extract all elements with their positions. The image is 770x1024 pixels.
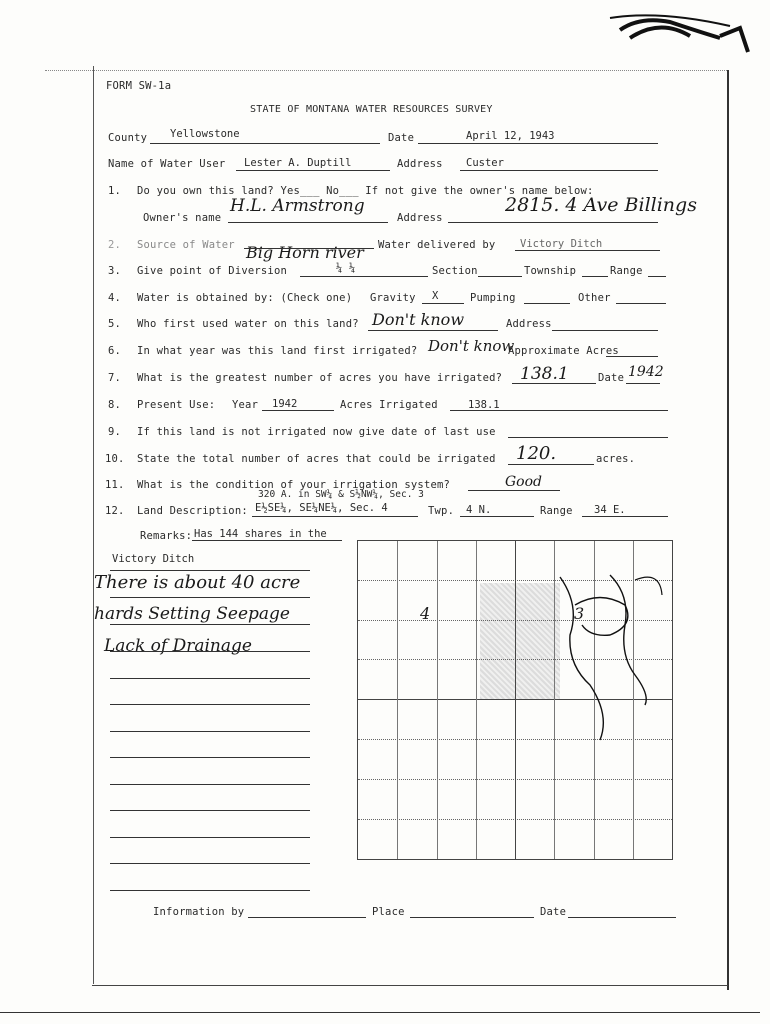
q1-address-underline (448, 222, 658, 223)
q7-date-underline (626, 383, 660, 384)
q11-value: Good (505, 474, 543, 490)
form-left-border (93, 66, 94, 984)
q12-desc-line1: 320 A. in SW¼ & S½NW¼, Sec. 3 (258, 489, 424, 500)
q12-text: Land Description: (137, 505, 248, 517)
q12-desc-underline (252, 516, 418, 517)
footer-place-label: Place (372, 906, 405, 918)
remarks-typed-line2: Victory Ditch (112, 553, 195, 565)
remarks-line (110, 863, 310, 864)
water-user-value: Lester A. Duptill (244, 157, 352, 169)
q2-number: 2. (108, 239, 122, 251)
q2-delivered-underline (515, 250, 660, 251)
q7-value-underline (512, 383, 596, 384)
q1-owner-underline (228, 222, 388, 223)
remarks-line (110, 597, 310, 598)
form-right-border (727, 70, 729, 990)
remarks-line (110, 837, 310, 838)
grid-v-line (437, 541, 438, 859)
q4-gravity-underline (422, 303, 464, 304)
remarks-line (110, 678, 310, 679)
q4-other: Other (578, 292, 611, 304)
user-address-underline (460, 170, 658, 171)
q9-text: If this land is not irrigated now give date of last use (137, 426, 496, 438)
remarks-line (110, 890, 310, 891)
q7-value: 138.1 (520, 364, 569, 384)
q4-gravity: Gravity (370, 292, 416, 304)
q2-source-value: Big Horn river (246, 243, 364, 262)
q3-diversion-underline (300, 276, 428, 277)
form-title: STATE OF MONTANA WATER RESOURCES SURVEY (250, 104, 493, 115)
q3-number: 3. (108, 265, 122, 277)
q4-number: 4. (108, 292, 122, 304)
q12-desc-line2: E½SE¼, SE¼NE¼, Sec. 4 (255, 502, 388, 514)
q3-township: Township (524, 265, 577, 277)
q4-other-underline (616, 303, 666, 304)
q10-text: State the total number of acres that could be irrigated (137, 453, 496, 465)
form-bottom-border (92, 985, 728, 986)
q12-range-value: 34 E. (594, 504, 626, 516)
q3-section-underline (478, 276, 522, 277)
date-underline (418, 143, 658, 144)
q1-address-label: Address (397, 212, 443, 224)
user-address-value: Custer (466, 157, 504, 169)
grid-v-line (476, 541, 477, 859)
q3-range-underline (648, 276, 666, 277)
q1-owner-label: Owner's name (143, 212, 222, 224)
map-section-3-label: 3 (574, 604, 585, 623)
q5-text: Who first used water on this land? (137, 318, 359, 330)
q6-text: In what year was this land first irrigated? (137, 345, 418, 357)
q8-acres-label: Acres Irrigated (340, 399, 438, 411)
q8-text: Present Use: (137, 399, 216, 411)
q4-text: Water is obtained by: (Check one) (137, 292, 353, 304)
q5-value: Don't know (372, 310, 465, 329)
remarks-handwritten-2: hards Setting Seepage (94, 604, 290, 624)
q2-text: Source of Water (137, 239, 235, 251)
q11-text: What is the condition of your irrigation system? (137, 479, 451, 491)
q12-twp-label: Twp. (428, 505, 455, 517)
q8-acres-value: 138.1 (468, 399, 500, 411)
q6-value: Don't know (428, 337, 515, 355)
q5-address-underline (552, 330, 658, 331)
q12-twp-value: 4 N. (466, 504, 492, 516)
q9-underline (508, 437, 668, 438)
q10-value: 120. (516, 443, 557, 464)
map-section-4-label: 4 (420, 604, 431, 623)
remarks-line (110, 784, 310, 785)
q5-address: Address (506, 318, 552, 330)
remarks-line (110, 651, 310, 652)
remarks-typed-line1: Has 144 shares in the (194, 528, 327, 540)
q10-suffix: acres. (596, 453, 636, 465)
remarks-handwritten-1: There is about 40 acre (94, 572, 301, 593)
q8-year-value: 1942 (272, 398, 298, 410)
q5-number: 5. (108, 318, 122, 330)
q11-number: 11. (105, 479, 125, 491)
remarks-label: Remarks: (140, 530, 193, 542)
q4-pumping-underline (524, 303, 570, 304)
q6-approx-underline (606, 356, 658, 357)
q12-number: 12. (105, 505, 125, 517)
q1-number: 1. (108, 185, 122, 197)
q8-acres-underline (450, 410, 668, 411)
date-label: Date (388, 132, 415, 144)
q3-range: Range (610, 265, 643, 277)
q11-underline (468, 490, 560, 491)
q7-date-value: 1942 (628, 364, 664, 380)
q12-range-underline (582, 516, 668, 517)
footer-place-underline (410, 917, 534, 918)
form-top-border (45, 70, 729, 71)
q5-underline (368, 330, 498, 331)
form-number: FORM SW-1a (106, 80, 172, 92)
water-user-label: Name of Water User (108, 158, 226, 170)
footer-date-label: Date (540, 906, 567, 918)
remarks-line (110, 757, 310, 758)
q1-text: Do you own this land? Yes___ No___ If not give the owner's name below: (137, 185, 594, 197)
footer-date-underline (568, 917, 676, 918)
remarks-line (110, 810, 310, 811)
q4-gravity-mark: X (432, 290, 439, 302)
q10-underline (508, 464, 594, 465)
q12-twp-underline (460, 516, 534, 517)
county-underline (150, 143, 380, 144)
footer-info-label: Information by (153, 906, 245, 918)
remarks-line (110, 704, 310, 705)
q7-date-label: Date (598, 372, 625, 384)
corner-scribble (600, 8, 760, 58)
county-value: Yellowstone (170, 128, 240, 140)
q2-source-underline (244, 248, 374, 249)
q2-delivered-value: Victory Ditch (520, 238, 603, 250)
remarks-handwritten-3: Lack of Drainage (104, 636, 252, 656)
q3-township-underline (582, 276, 608, 277)
q3-section: Section (432, 265, 478, 277)
q2-delivered-label: Water delivered by (378, 239, 496, 251)
q12-range-label: Range (540, 505, 573, 517)
q3-text: Give point of Diversion (137, 265, 287, 277)
grid-v-line (397, 541, 398, 859)
q3-fractions: ¼ ¼ (336, 262, 356, 274)
q8-number: 8. (108, 399, 122, 411)
page-bottom-line (0, 1012, 760, 1013)
q6-approx: Approximate Acres (508, 345, 619, 357)
water-user-underline (236, 170, 390, 171)
grid-v-line (515, 541, 516, 859)
q8-year-underline (262, 410, 334, 411)
q8-year-label: Year (232, 399, 259, 411)
remarks-line (110, 624, 310, 625)
q4-pumping: Pumping (470, 292, 516, 304)
q6-number: 6. (108, 345, 122, 357)
q10-number: 10. (105, 453, 125, 465)
date-value: April 12, 1943 (466, 130, 555, 142)
remarks-line (110, 731, 310, 732)
county-label: County (108, 132, 148, 144)
user-address-label: Address (397, 158, 443, 170)
q1-address-value: 2815. 4 Ave Billings (505, 194, 697, 216)
q1-owner-value: H.L. Armstrong (230, 196, 365, 216)
remarks-line (110, 570, 310, 571)
river-sketch (540, 565, 670, 745)
q7-text: What is the greatest number of acres you have irrigated? (137, 372, 503, 384)
q7-number: 7. (108, 372, 122, 384)
remarks-underline-1 (192, 540, 342, 541)
q9-number: 9. (108, 426, 122, 438)
footer-info-underline (248, 917, 366, 918)
